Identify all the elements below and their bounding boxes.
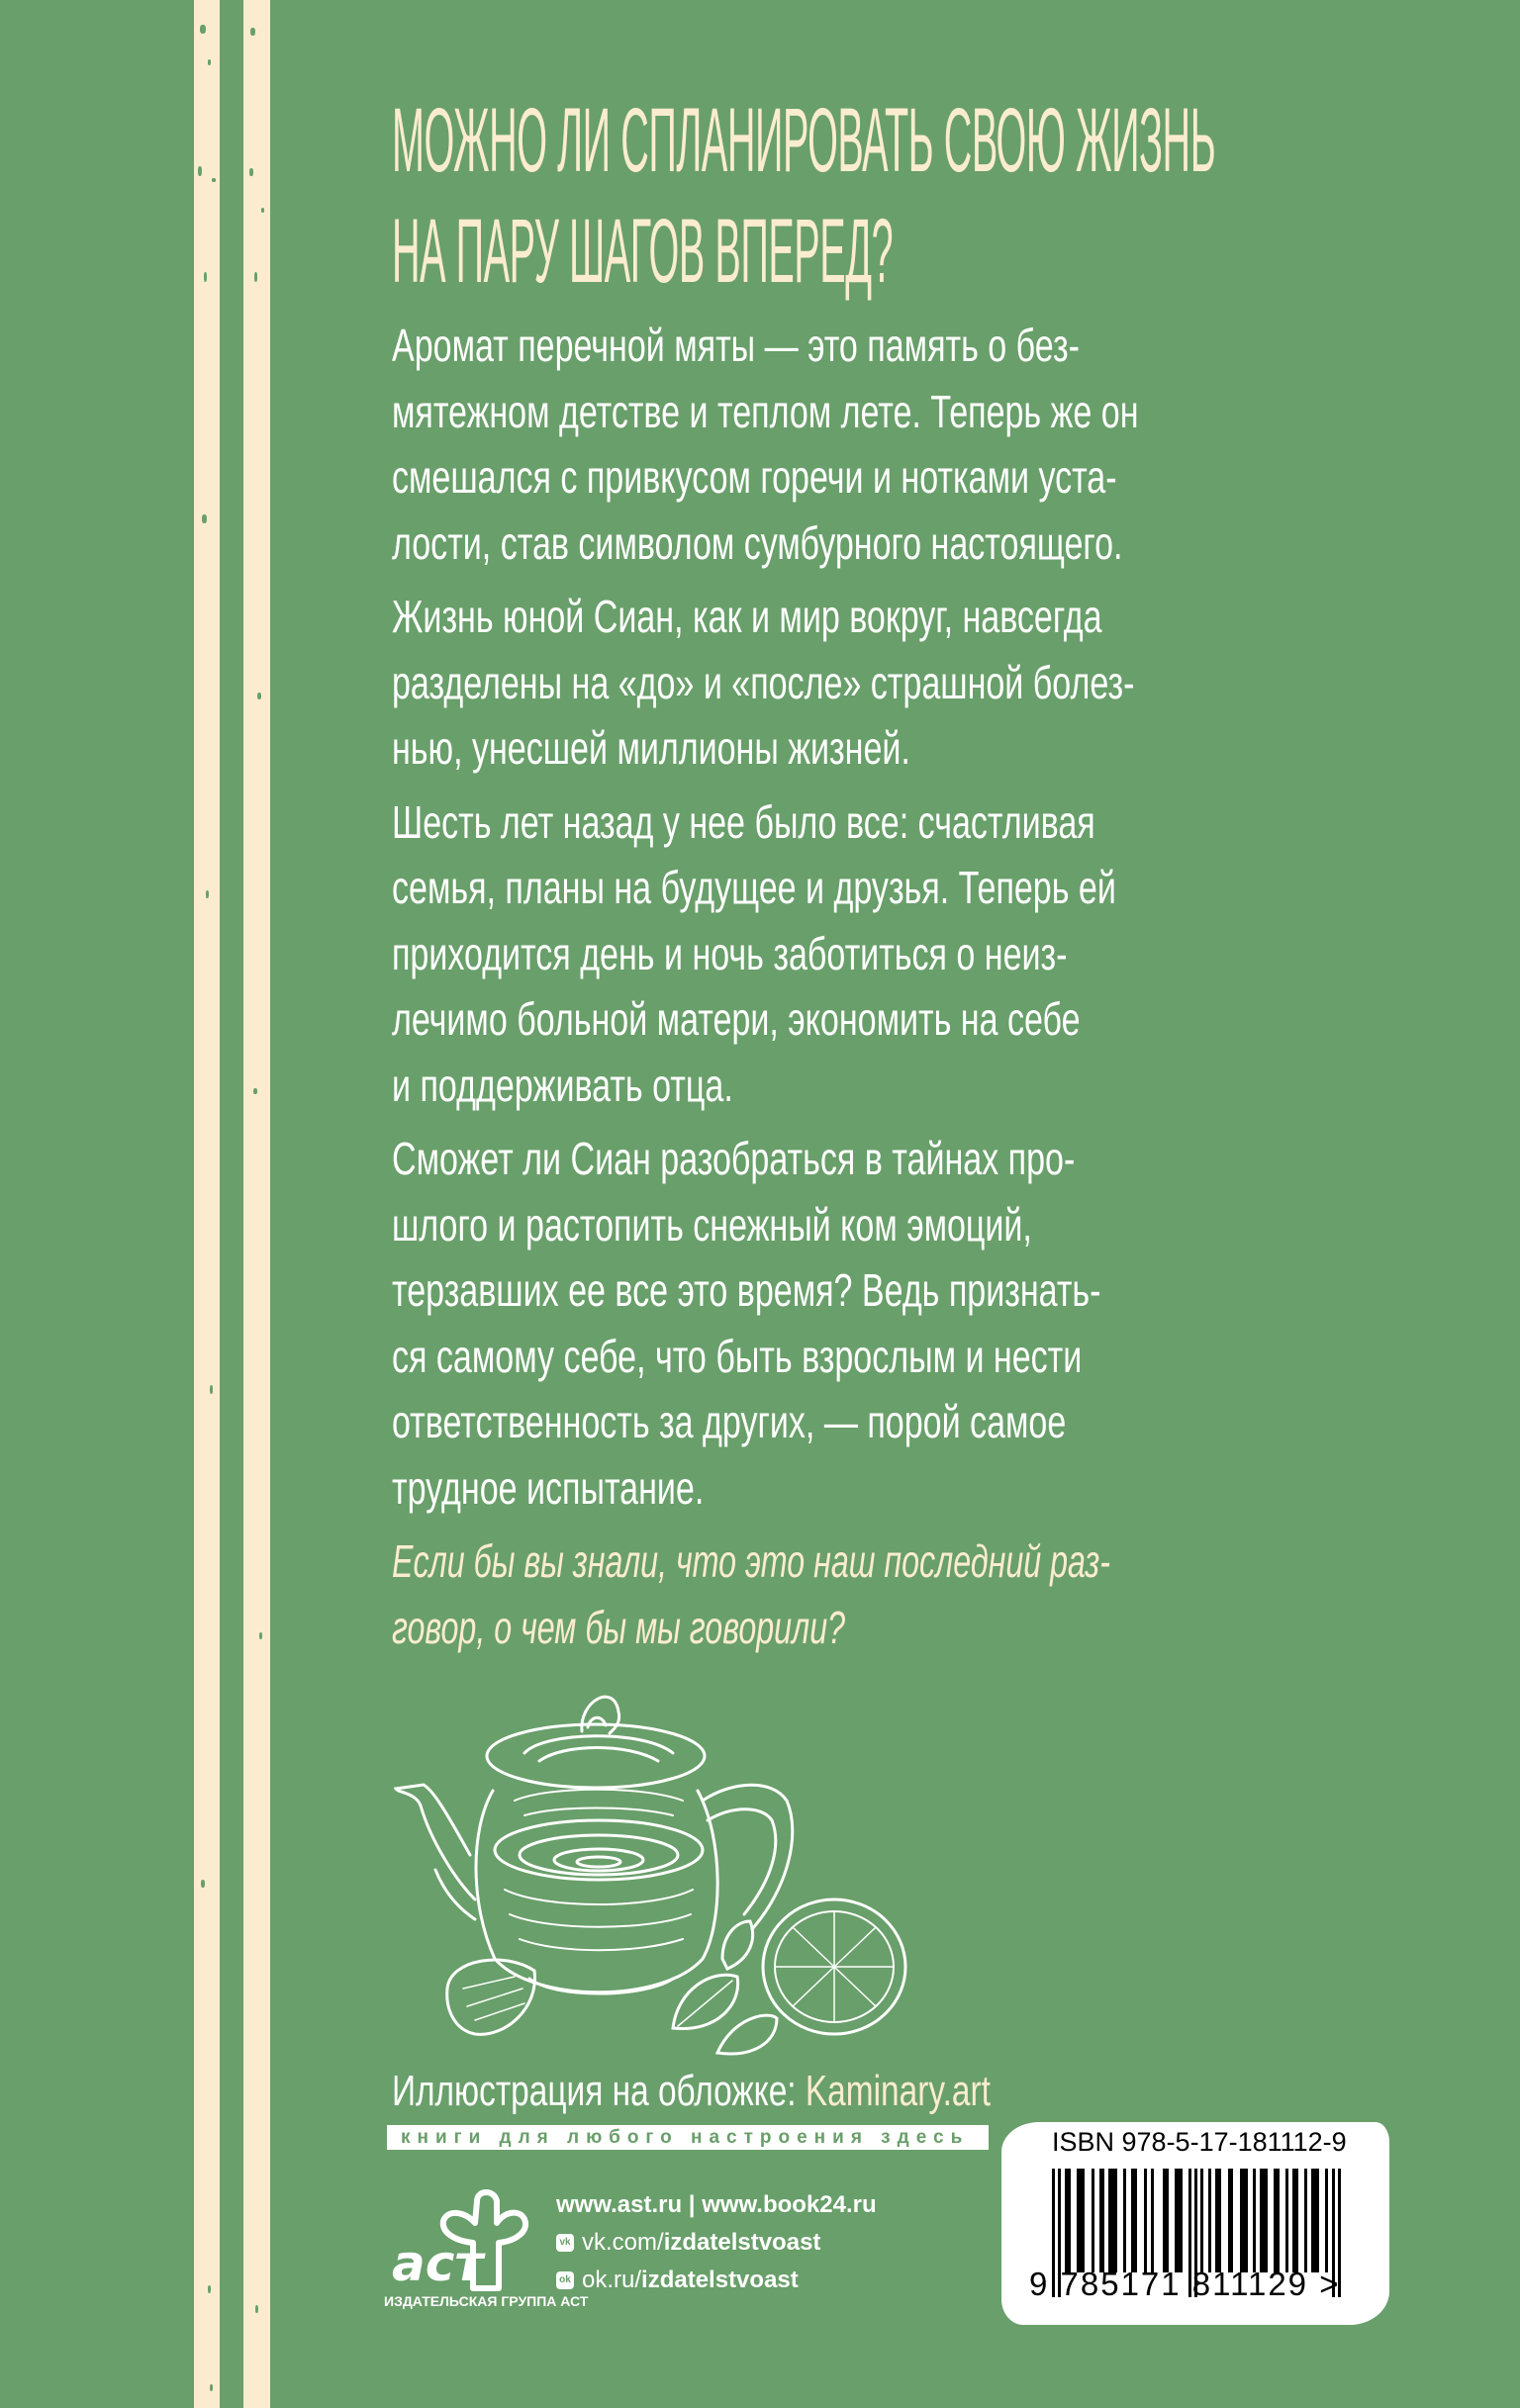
illustration-credit: [392, 2062, 991, 2121]
text-line: семья, планы на будущее и друзья. Теперь ей: [392, 862, 1116, 913]
blurb: [392, 313, 1219, 1668]
text-line: Сможет ли Сиан разобраться в тайнах про-: [392, 1133, 1076, 1184]
text-line: Шесть лет назад у нее было все: счастливая: [392, 795, 1095, 848]
text-line: ся самому себе, что быть взрослым и нести: [392, 1330, 1083, 1382]
headline-line-1: МОЖНО ЛИ СПЛАНИРОВАТЬ СВОЮ ЖИЗНЬ: [392, 90, 1216, 191]
ok-icon: ok: [556, 2271, 574, 2289]
quote-line: говор, о чем бы мы говорили?: [392, 1601, 846, 1653]
left-stripe-2: [243, 0, 270, 2408]
text-line: лости, став символом сумбурного настоящего.: [392, 516, 1123, 569]
isbn-number: ISBN 978-5-17-181112-9: [1052, 2127, 1347, 2157]
tagline-banner: книги для любого настроения здесь: [387, 2125, 989, 2150]
vk-icon: vk: [556, 2234, 574, 2252]
ok-link[interactable]: [556, 2262, 877, 2299]
text-line: Жизнь юной Сиан, как и мир вокруг, навсегда: [392, 591, 1102, 642]
paragraph-4: [392, 1126, 1219, 1521]
text-line: разделены на «до» и «после» страшной болез-: [392, 656, 1135, 708]
closing-quote: [392, 1528, 1219, 1660]
text-line: Аромат перечной мяты — это память о без-: [392, 320, 1080, 371]
teapot-illustration-icon: [376, 1662, 990, 2058]
quote-line: Если бы вы знали, что это наш последний раз-: [392, 1535, 1110, 1587]
paragraph-1: [392, 313, 1219, 576]
publisher-name: ИЗДАТЕЛЬСКАЯ ГРУППА АСТ: [384, 2293, 589, 2309]
text-line: мятежном детстве и теплом лете. Теперь же он: [392, 385, 1139, 437]
paragraph-3: [392, 789, 1219, 1119]
ok-prefix: ok.ru/: [582, 2267, 642, 2293]
left-stripe-1: [194, 0, 220, 2408]
credit-artist: Kaminary.art: [805, 2067, 991, 2115]
text-line: ответственность за других, — порой самое: [392, 1396, 1067, 1447]
text-line: нью, унесшей миллионы жизней.: [392, 722, 910, 774]
ok-handle: izdatelstvoast: [641, 2267, 799, 2293]
barcode-digits: 9 785171 811129 >: [1029, 2266, 1341, 2302]
svg-text:аст: аст: [392, 2235, 484, 2292]
website-links[interactable]: www.ast.ru | www.book24.ru: [556, 2191, 877, 2218]
publisher-links: [556, 2186, 877, 2299]
text-line: приходится день и ночь заботиться о неиз-: [392, 927, 1068, 979]
text-line: смешался с привкусом горечи и нотками уста-: [392, 451, 1117, 503]
text-line: шлого и растопить снежный ком эмоций,: [392, 1198, 1032, 1250]
vk-prefix: vk.com/: [582, 2229, 664, 2256]
paragraph-2: [392, 584, 1219, 782]
headline-line-2: НА ПАРУ ШАГОВ ВПЕРЕД?: [392, 201, 894, 302]
text-line: трудное испытание.: [392, 1461, 705, 1514]
text-line: терзавших ее все это время? Ведь признать-: [392, 1264, 1101, 1316]
vk-handle: izdatelstvoast: [663, 2229, 821, 2256]
vk-link[interactable]: [556, 2224, 877, 2262]
text-line: и поддерживать отца.: [392, 1059, 733, 1111]
headline: [392, 85, 1219, 307]
text-line: лечимо больной матери, экономить на себе: [392, 993, 1081, 1045]
credit-label: Иллюстрация на обложке:: [392, 2067, 806, 2115]
